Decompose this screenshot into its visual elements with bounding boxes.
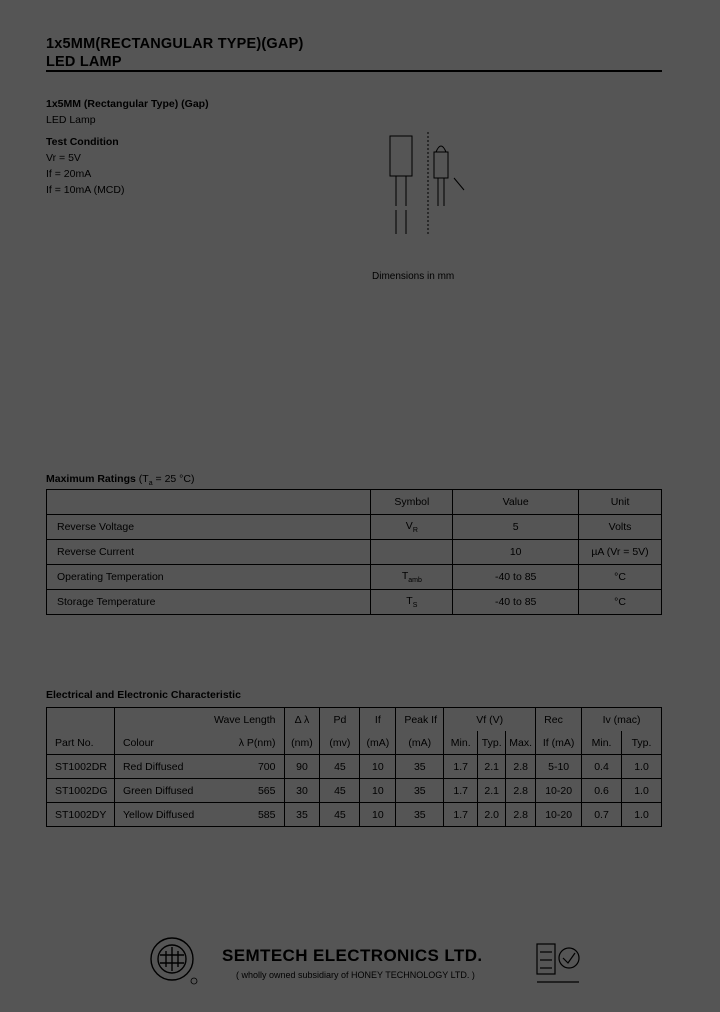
title-rule xyxy=(46,70,662,72)
part-cell: ST1002DG xyxy=(47,779,115,803)
cell: 0.7 xyxy=(582,803,622,827)
table-row xyxy=(47,590,662,615)
value-cell: 10 xyxy=(453,540,579,565)
wavelength-cell: 700 xyxy=(200,755,284,779)
header-cell: Typ. xyxy=(478,731,506,755)
cell: 2.1 xyxy=(478,779,506,803)
condition-if: If = 20mA xyxy=(46,168,92,180)
unit-cell: Volts xyxy=(579,515,662,540)
unit-cell: °C xyxy=(579,590,662,615)
header-cell: λ P(nm) xyxy=(200,731,284,755)
unit-cell: µA (Vr = 5V) xyxy=(579,540,662,565)
drawing-caption: Dimensions in mm xyxy=(372,271,455,282)
header-cell: Typ. xyxy=(621,731,661,755)
symbol-cell: $T_{amb}$ xyxy=(371,565,453,590)
table-row xyxy=(47,803,662,827)
cell: 35 xyxy=(284,803,320,827)
header-cell: (mv) xyxy=(320,731,360,755)
cell: 10 xyxy=(360,755,396,779)
param-cell: Operating Temperation xyxy=(47,565,371,590)
header-cell: Max. xyxy=(506,731,536,755)
cell: 1.7 xyxy=(444,803,478,827)
cell: 1.0 xyxy=(621,779,661,803)
header-cell xyxy=(47,708,115,732)
cell: 2.1 xyxy=(478,755,506,779)
table-header-row xyxy=(47,731,662,755)
header-cell: Colour xyxy=(114,731,200,755)
header-cell: Unit xyxy=(579,490,662,515)
test-condition-heading: Test Condition xyxy=(46,136,119,148)
param-cell: Storage Temperature xyxy=(47,590,371,615)
cell: 1.7 xyxy=(444,779,478,803)
colour-cell: Yellow Diffused xyxy=(114,803,200,827)
condition-if-mcd: If = 10mA (MCD) xyxy=(46,184,125,196)
cell: 35 xyxy=(396,755,444,779)
cell: 0.4 xyxy=(582,755,622,779)
title-line-1: 1x5MM(RECTANGULAR TYPE)(GAP) xyxy=(46,36,304,52)
header-cell xyxy=(47,490,371,515)
part-cell: ST1002DR xyxy=(47,755,115,779)
value-cell: -40 to 85 xyxy=(453,590,579,615)
cell: 45 xyxy=(320,803,360,827)
electrical-table xyxy=(46,707,662,827)
cell: 2.8 xyxy=(506,803,536,827)
table-row xyxy=(47,755,662,779)
cell: 1.0 xyxy=(621,803,661,827)
cell: 45 xyxy=(320,755,360,779)
table-header-row xyxy=(47,490,662,515)
wavelength-cell: 585 xyxy=(200,803,284,827)
cell: 1.0 xyxy=(621,755,661,779)
header-cell: Vf (V) xyxy=(444,708,536,732)
cell: 10 xyxy=(360,779,396,803)
colour-cell: Green Diffused xyxy=(114,779,200,803)
cell: 90 xyxy=(284,755,320,779)
value-cell: 5 xyxy=(453,515,579,540)
cell: 35 xyxy=(396,779,444,803)
header-cell xyxy=(114,708,200,732)
header-cell: If xyxy=(360,708,396,732)
cell: 1.7 xyxy=(444,755,478,779)
wavelength-cell: 565 xyxy=(200,779,284,803)
cell: 2.0 xyxy=(478,803,506,827)
electrical-title: Electrical and Electronic Characteristic xyxy=(46,689,241,701)
header-cell: Part No. xyxy=(47,731,115,755)
header-cell: Peak If xyxy=(396,708,444,732)
param-cell: Reverse Voltage xyxy=(47,515,371,540)
table-row xyxy=(47,540,662,565)
param-cell: Reverse Current xyxy=(47,540,371,565)
header-cell: Rec xyxy=(536,708,582,732)
header-cell: If (mA) xyxy=(536,731,582,755)
header-cell: (mA) xyxy=(396,731,444,755)
header-cell: Δ λ xyxy=(284,708,320,732)
part-cell: ST1002DY xyxy=(47,803,115,827)
header-cell: Value xyxy=(453,490,579,515)
cell: 35 xyxy=(396,803,444,827)
cell: 2.8 xyxy=(506,755,536,779)
max-ratings-table xyxy=(46,489,662,615)
table-row xyxy=(47,515,662,540)
product-kind: LED Lamp xyxy=(46,114,96,126)
product-name: 1x5MM (Rectangular Type) (Gap) xyxy=(46,98,209,110)
table-header-row xyxy=(47,708,662,732)
document-title xyxy=(46,35,303,71)
header-cell: Wave Length xyxy=(200,708,284,732)
header-cell: Min. xyxy=(444,731,478,755)
symbol-cell: $T_S$ xyxy=(371,590,453,615)
cell: 10-20 xyxy=(536,779,582,803)
cell: 0.6 xyxy=(582,779,622,803)
symbol-cell xyxy=(371,540,453,565)
header-cell: Pd xyxy=(320,708,360,732)
table-row xyxy=(47,779,662,803)
cell: 10 xyxy=(360,803,396,827)
colour-cell: Red Diffused xyxy=(114,755,200,779)
max-ratings-title xyxy=(46,473,194,487)
symbol-cell: $V_R$ xyxy=(371,515,453,540)
header-cell: (mA) xyxy=(360,731,396,755)
subsidiary-note: ( wholly owned subsidiary of HONEY TECHNOLOGY LTD. ) xyxy=(236,970,475,980)
header-cell: Symbol xyxy=(371,490,453,515)
max-ratings-condition: ($T_a = 25$ °C) xyxy=(138,473,195,488)
table-row xyxy=(47,565,662,590)
cell: 10-20 xyxy=(536,803,582,827)
value-cell: -40 to 85 xyxy=(453,565,579,590)
cell: 30 xyxy=(284,779,320,803)
condition-vr: Vr = 5V xyxy=(46,152,81,164)
cell: 5-10 xyxy=(536,755,582,779)
cell: 45 xyxy=(320,779,360,803)
max-ratings-label: Maximum Ratings xyxy=(46,473,136,485)
cell: 2.8 xyxy=(506,779,536,803)
header-cell: Iv (mac) xyxy=(582,708,662,732)
certification-mark-icon xyxy=(535,940,581,988)
header-cell: Min. xyxy=(582,731,622,755)
semtech-logo-icon xyxy=(148,935,200,987)
title-line-2: LED LAMP xyxy=(46,54,122,70)
intro-block xyxy=(46,96,209,198)
header-cell: (nm) xyxy=(284,731,320,755)
led-dimension-drawing xyxy=(370,110,480,260)
company-name: SEMTECH ELECTRONICS LTD. xyxy=(222,946,483,965)
unit-cell: °C xyxy=(579,565,662,590)
